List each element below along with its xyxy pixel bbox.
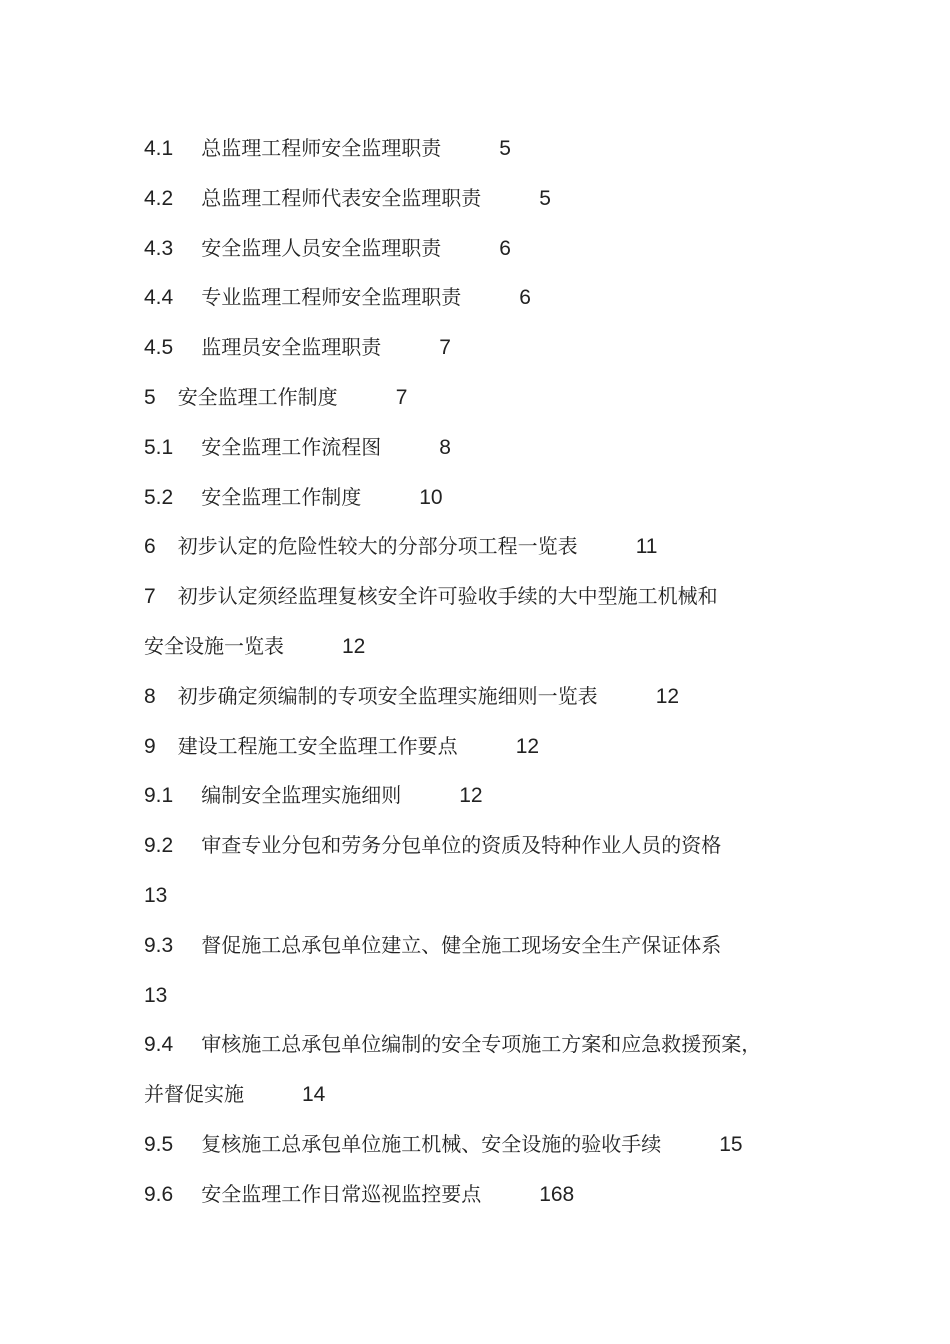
toc-title: 总监理工程师安全监理职责 <box>201 136 442 160</box>
toc-page-number: 12 <box>655 684 680 708</box>
toc-entry-9 <box>144 722 844 772</box>
toc-number: 9.1 <box>144 784 174 808</box>
toc-page-number: 168 <box>539 1182 575 1206</box>
toc-entry-7-continued <box>144 622 844 672</box>
toc-page-number: 8 <box>439 435 451 459</box>
toc-number: 7 <box>144 585 156 609</box>
toc-entry-9-2-page <box>144 871 844 921</box>
toc-title: 总监理工程师代表安全监理职责 <box>201 185 482 210</box>
toc-title: 初步认定的危险性较大的分部分项工程一览表 <box>177 534 578 559</box>
toc-page-number: 12 <box>515 734 540 758</box>
toc-title: 监理员安全监理职责 <box>201 335 382 360</box>
toc-page-number: 10 <box>419 485 443 509</box>
toc-entry-9-4-continued <box>144 1070 844 1120</box>
toc-number: 4.5 <box>144 336 174 360</box>
toc-title: 初步认定须经监理复核安全许可验收手续的大中型施工机械和 <box>177 584 718 609</box>
toc-number: 6 <box>144 535 156 559</box>
toc-entry-4-2 <box>144 174 844 224</box>
toc-entry-9-3-page <box>144 971 844 1021</box>
toc-entry-9-6 <box>144 1170 844 1220</box>
toc-title-continued: 安全设施一览表 <box>144 633 284 658</box>
toc-entry-7 <box>144 572 844 622</box>
toc-entry-6 <box>144 522 844 572</box>
toc-page-number: 6 <box>519 286 531 310</box>
toc-entry-9-5 <box>144 1120 844 1170</box>
toc-number: 5.2 <box>144 485 174 509</box>
toc-page-number: 5 <box>499 137 511 160</box>
toc-entry-9-3 <box>144 921 844 971</box>
toc-title: 初步确定须编制的专项安全监理实施细则一览表 <box>177 683 598 708</box>
toc-title: 安全监理工作流程图 <box>201 434 382 459</box>
toc-entry-9-2 <box>144 821 844 871</box>
toc-number: 4.1 <box>144 137 174 160</box>
toc-title: 专业监理工程师安全监理职责 <box>201 285 462 310</box>
toc-title: 督促施工总承包单位建立、健全施工现场安全生产保证体系 <box>201 932 722 957</box>
toc-title: 审查专业分包和劳务分包单位的资质及特种作业人员的资格 <box>201 833 722 858</box>
toc-entry-4-1 <box>144 124 844 174</box>
toc-entry-4-5 <box>144 323 844 373</box>
toc-title: 安全监理工作制度 <box>201 484 362 509</box>
toc-title: 建设工程施工安全监理工作要点 <box>177 733 458 758</box>
toc-page-number: 14 <box>302 1083 326 1107</box>
toc-page-number: 5 <box>539 186 551 210</box>
toc-page-number: 11 <box>635 535 658 559</box>
toc-entry-9-4 <box>144 1020 844 1070</box>
toc-title: 审核施工总承包单位编制的安全专项施工方案和应急救援预案， <box>201 1032 762 1057</box>
toc-page-number: 6 <box>499 236 511 260</box>
toc-number: 4.3 <box>144 236 174 260</box>
toc-entry-4-3 <box>144 224 844 274</box>
toc-number: 9.6 <box>144 1182 174 1206</box>
toc-page-number: 7 <box>439 336 451 360</box>
toc-number: 8 <box>144 684 156 708</box>
toc-entry-5-1 <box>144 423 844 473</box>
toc-title: 安全监理人员安全监理职责 <box>201 235 442 260</box>
toc-entry-8 <box>144 672 844 722</box>
toc-page-number: 7 <box>395 385 408 409</box>
toc-page-number: 13 <box>144 983 168 1007</box>
toc-number: 4.4 <box>144 286 174 310</box>
toc-entry-9-1 <box>144 771 844 821</box>
toc-number: 9 <box>144 734 156 758</box>
toc-title-continued: 并督促实施 <box>144 1082 244 1107</box>
toc-number: 5 <box>144 385 156 409</box>
table-of-contents <box>144 124 844 1220</box>
toc-number: 9.3 <box>144 933 174 957</box>
toc-title: 安全监理工作日常巡视监控要点 <box>201 1181 482 1206</box>
toc-entry-5 <box>144 373 844 423</box>
toc-number: 9.2 <box>144 834 174 858</box>
toc-page-number: 13 <box>144 883 168 907</box>
toc-page-number: 12 <box>342 634 366 658</box>
toc-entry-5-2 <box>144 473 844 523</box>
toc-page-number: 15 <box>719 1132 743 1156</box>
toc-title: 编制安全监理实施细则 <box>201 783 402 808</box>
toc-entry-4-4 <box>144 273 844 323</box>
toc-number: 9.4 <box>144 1033 174 1057</box>
toc-title: 安全监理工作制度 <box>177 384 338 409</box>
toc-number: 9.5 <box>144 1132 174 1156</box>
toc-title: 复核施工总承包单位施工机械、安全设施的验收手续 <box>201 1131 662 1156</box>
toc-number: 4.2 <box>144 186 174 210</box>
toc-page-number: 12 <box>459 784 483 808</box>
toc-number: 5.1 <box>144 435 174 459</box>
